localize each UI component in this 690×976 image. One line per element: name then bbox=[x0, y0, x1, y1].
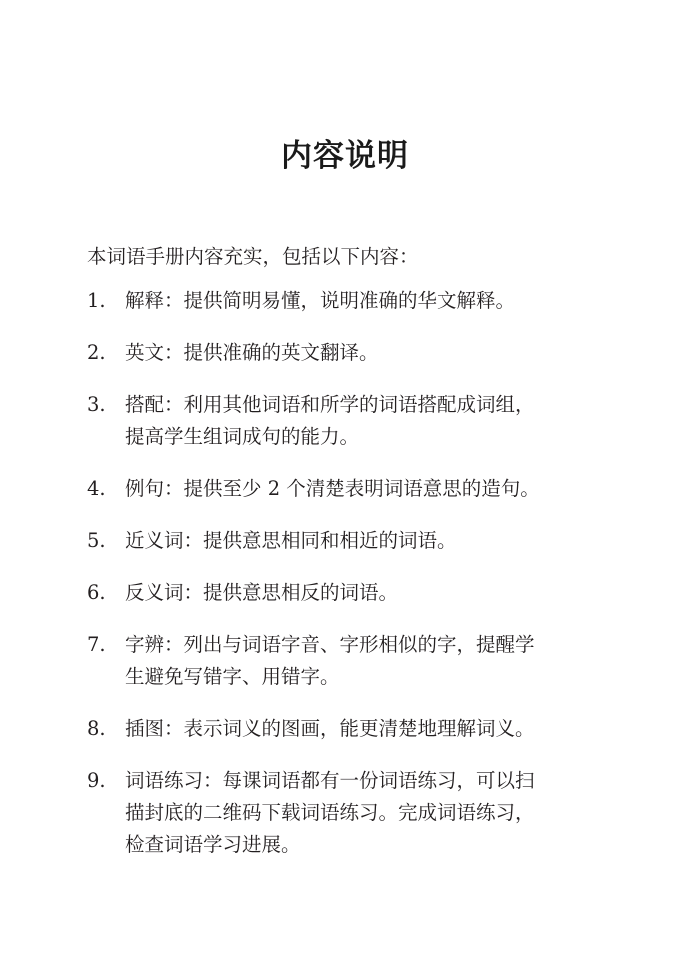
list-item-number: 7. bbox=[87, 633, 106, 656]
list-item-number: 3. bbox=[87, 393, 106, 416]
list-item-line: 提高学生组词成句的能力。 bbox=[125, 425, 360, 448]
list-item-line: 描封底的二维码下载词语练习。完成词语练习， bbox=[125, 801, 535, 824]
list-item-text bbox=[125, 337, 627, 369]
list-item bbox=[87, 337, 627, 369]
list-item-number: 9. bbox=[87, 769, 106, 792]
list-item-line: 生避免写错字、用错字。 bbox=[125, 665, 340, 688]
list-item-number: 1. bbox=[87, 289, 106, 312]
list-item-line: 插图：表示词义的图画，能更清楚地理解词义。 bbox=[125, 717, 535, 740]
list-item-number: 2. bbox=[87, 341, 106, 364]
list-item-text bbox=[125, 629, 627, 693]
list-item-line: 搭配：利用其他词语和所学的词语搭配成词组， bbox=[125, 393, 535, 416]
list-item-line: 字辨：列出与词语字音、字形相似的字，提醒学 bbox=[125, 633, 535, 656]
content-list bbox=[87, 285, 627, 881]
list-item-line: 英文：提供准确的英文翻译。 bbox=[125, 341, 379, 364]
list-item-text bbox=[125, 473, 627, 505]
list-item-line: 解释：提供简明易懂，说明准确的华文解释。 bbox=[125, 289, 516, 312]
list-item bbox=[87, 577, 627, 609]
list-item-text bbox=[125, 713, 627, 745]
list-item bbox=[87, 713, 627, 745]
list-item bbox=[87, 629, 627, 693]
list-item bbox=[87, 389, 627, 453]
list-item-text bbox=[125, 525, 627, 557]
list-item bbox=[87, 525, 627, 557]
list-item-line: 词语练习：每课词语都有一份词语练习，可以扫 bbox=[125, 769, 535, 792]
list-item-number: 8. bbox=[87, 717, 106, 740]
list-item-line: 反义词：提供意思相反的词语。 bbox=[125, 581, 399, 604]
list-item bbox=[87, 473, 627, 505]
list-item-number: 5. bbox=[87, 529, 106, 552]
list-item-text bbox=[125, 577, 627, 609]
list-item-number: 6. bbox=[87, 581, 106, 604]
list-item-text bbox=[125, 285, 627, 317]
intro-paragraph: 本词语手册内容充实，包括以下内容： bbox=[87, 245, 419, 268]
list-item-line: 检查词语学习进展。 bbox=[125, 833, 301, 856]
list-item-text bbox=[125, 765, 627, 861]
list-item-number: 4. bbox=[87, 477, 106, 500]
list-item-text bbox=[125, 389, 627, 453]
list-item bbox=[87, 285, 627, 317]
page-title: 内容说明 bbox=[281, 138, 409, 174]
list-item bbox=[87, 765, 627, 861]
list-item-line: 例句：提供至少 2 个清楚表明词语意思的造句。 bbox=[125, 477, 540, 500]
list-item-line: 近义词：提供意思相同和相近的词语。 bbox=[125, 529, 457, 552]
